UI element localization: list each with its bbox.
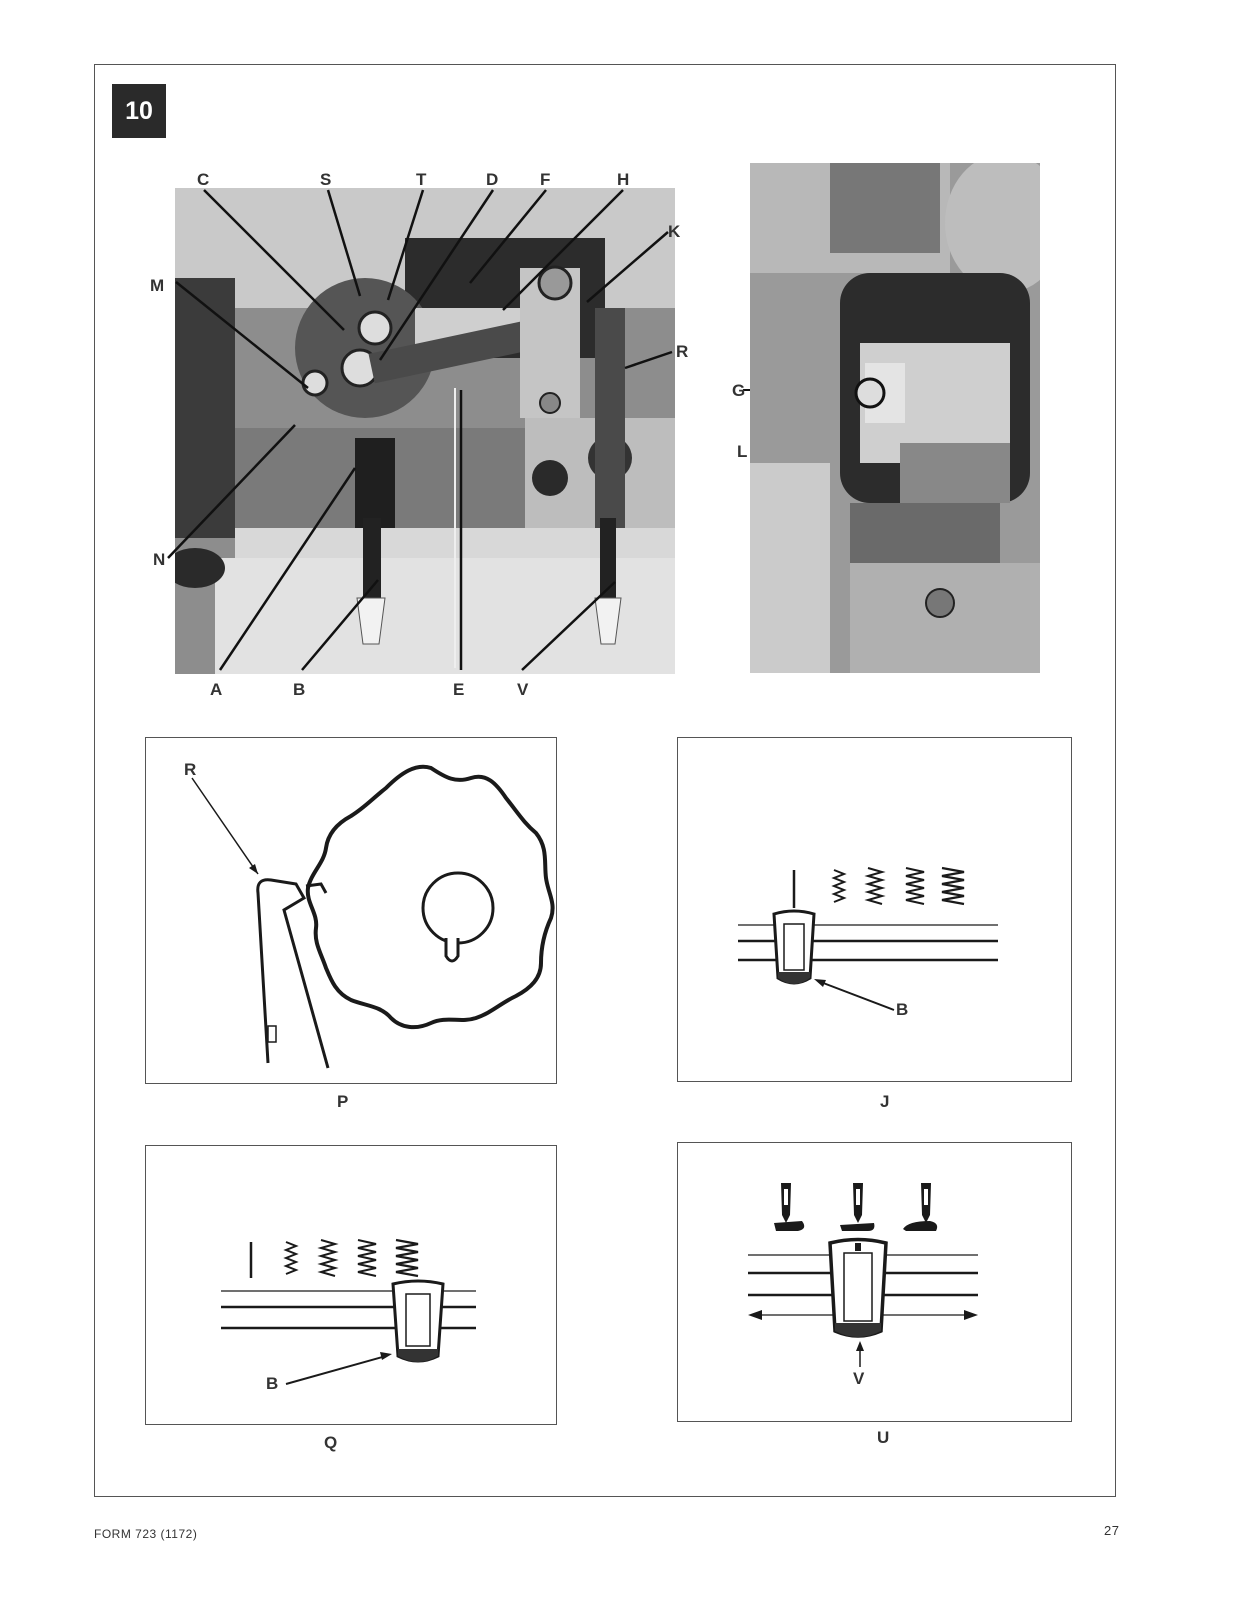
callout-b: B: [293, 680, 306, 699]
callout-c: C: [197, 170, 210, 189]
callout-m: M: [150, 276, 165, 295]
callout-g: G: [732, 381, 746, 400]
diagram-q-caption: Q: [324, 1433, 338, 1452]
diagram-q-panel: [145, 1145, 557, 1425]
diagram-u-label-v: V: [853, 1369, 865, 1388]
diagram-j-label-b: B: [896, 1000, 909, 1019]
diagram-j-caption: J: [880, 1092, 890, 1111]
callout-l: L: [737, 442, 748, 461]
callout-k: K: [668, 222, 681, 241]
callout-a: A: [210, 680, 223, 699]
cam-wheel-diagram: [146, 738, 558, 1085]
callout-d: D: [486, 170, 499, 189]
stitch-width-lever-q: [146, 1146, 558, 1426]
figure-number-badge: 10: [112, 84, 166, 138]
diagram-q-label-b: B: [266, 1374, 279, 1393]
needle-bar-photo: [750, 163, 1040, 673]
diagram-j-panel: [677, 737, 1072, 1082]
callout-v: V: [517, 680, 529, 699]
diagram-p-panel: [145, 737, 557, 1084]
diagram-u-panel: [677, 1142, 1072, 1422]
callout-r: R: [676, 342, 689, 361]
callout-t: T: [416, 170, 427, 189]
needle-bar-photo-drawing: [750, 163, 1040, 673]
callout-f: F: [540, 170, 551, 189]
diagram-p-label-r: R: [184, 760, 197, 779]
page-number: 27: [1104, 1523, 1120, 1538]
diagram-p-caption: P: [337, 1092, 349, 1111]
diagram-u-caption: U: [877, 1428, 890, 1447]
callout-h: H: [617, 170, 630, 189]
needle-position-lever-u: [678, 1143, 1073, 1423]
callout-n: N: [153, 550, 166, 569]
callout-e: E: [453, 680, 465, 699]
stitch-width-lever-j: [678, 738, 1073, 1083]
form-number: FORM 723 (1172): [94, 1527, 198, 1541]
callout-s: S: [320, 170, 332, 189]
